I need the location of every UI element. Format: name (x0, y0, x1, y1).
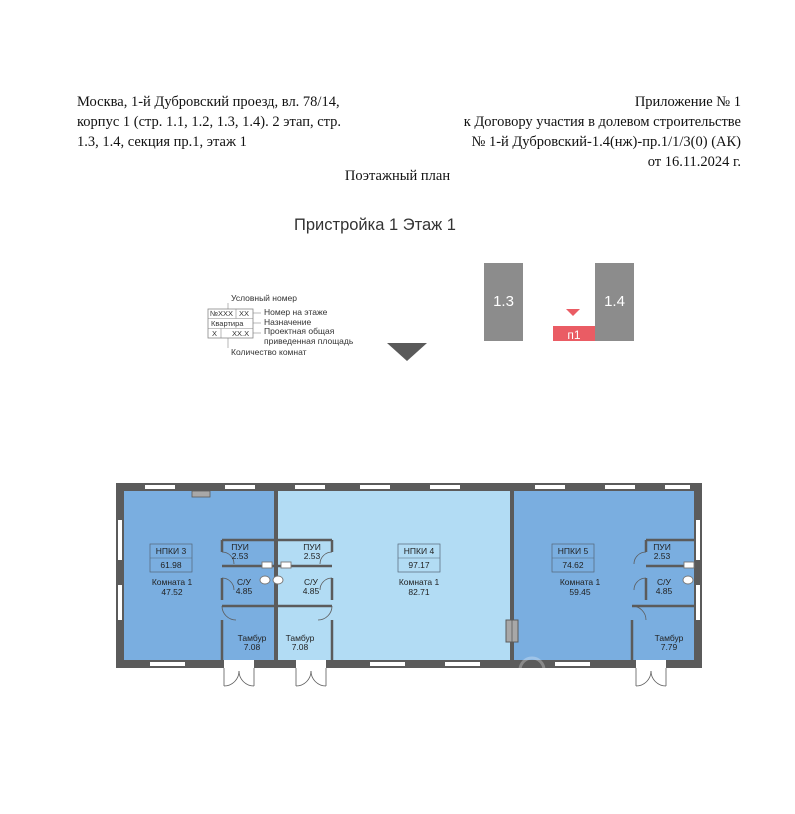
vent-icon (192, 491, 210, 497)
annex-line: от 16.11.2024 г. (647, 154, 741, 170)
key-plan (484, 263, 634, 342)
legend-box-floor: XX (239, 309, 250, 318)
sink-icon (684, 562, 694, 568)
toilet-icon (683, 576, 693, 584)
vestibule-area: 7.79 (660, 642, 678, 652)
toilet-icon (273, 576, 283, 584)
keyplan-section-label: п1 (567, 328, 581, 342)
toilet-icon (260, 576, 270, 584)
vestibule-label: Тамбур (237, 633, 267, 643)
unit-id: НПКИ 3 (155, 546, 187, 556)
pui-area: 2.53 (303, 551, 321, 561)
legend-conditional-number: Условный номер (231, 293, 298, 303)
legend-rooms-count: Количество комнат (231, 347, 307, 357)
room-area: 47.52 (161, 587, 183, 597)
address-line: 1.3, 1.4, секция пр.1, этаж 1 (77, 134, 247, 150)
window-left (118, 585, 122, 620)
annex-line: к Договору участия в долевом строительстве (463, 114, 741, 130)
legend-box-area: XX.X (232, 329, 250, 338)
unit-id: НПКИ 4 (403, 546, 435, 556)
vestibule-label: Тамбур (654, 633, 684, 643)
unit-id: НПКИ 5 (557, 546, 589, 556)
floor-plan (116, 483, 702, 721)
watermark-text: ЦИАН (552, 688, 639, 721)
pui-label: ПУИ (653, 542, 671, 552)
legend (208, 293, 354, 357)
pui-label: ПУИ (303, 542, 321, 552)
legend-box-number: №XXX (210, 309, 234, 318)
entrance-opening (296, 660, 326, 668)
vestibule-area: 7.08 (243, 642, 261, 652)
pui-area: 2.53 (653, 551, 671, 561)
wc-area: 4.85 (655, 586, 673, 596)
room-area: 59.45 (569, 587, 591, 597)
plan-caption: Поэтажный план (344, 168, 451, 184)
unit-total-area: 61.98 (160, 560, 182, 570)
sink-icon (262, 562, 272, 568)
vestibule-label: Тамбур (285, 633, 315, 643)
keyplan-marker-icon (566, 309, 580, 316)
keyplan-building-label: 1.4 (604, 293, 625, 310)
unit-total-area: 74.62 (562, 560, 584, 570)
legend-floor-number: Номер на этаже (264, 307, 328, 317)
keyplan-building-label: 1.3 (493, 293, 514, 310)
room-label: Комната 1 (151, 577, 193, 587)
wc-area: 4.85 (302, 586, 320, 596)
legend-area-1: Проектная общая (264, 326, 335, 336)
legend-purpose: Назначение (264, 317, 312, 327)
pui-area: 2.53 (231, 551, 249, 561)
window-right (696, 520, 700, 560)
address-line: Москва, 1-й Дубровский проезд, вл. 78/14, (77, 94, 340, 110)
window-left (118, 520, 122, 560)
sink-icon (281, 562, 291, 568)
section-title: Пристройка 1 Этаж 1 (294, 216, 456, 234)
address-line: корпус 1 (стр. 1.1, 1.2, 1.3, 1.4). 2 этап, стр. (77, 114, 342, 130)
unit-total-area: 97.17 (408, 560, 430, 570)
pui-label: ПУИ (231, 542, 249, 552)
wc-label: С/У (657, 577, 671, 587)
legend-box-purpose: Квартира (211, 319, 244, 328)
direction-arrow-icon (387, 343, 427, 361)
vestibule-area: 7.08 (291, 642, 309, 652)
entrance-doors (224, 668, 666, 686)
wc-label: С/У (237, 577, 251, 587)
entrance-opening (224, 660, 254, 668)
wc-label: С/У (304, 577, 318, 587)
legend-box-rooms: X (212, 329, 218, 338)
annex-line: № 1-й Дубровский-1.4(нж)-пр.1/1/3(0) (АК) (471, 134, 741, 150)
entrance-opening (636, 660, 666, 668)
room-area: 82.71 (408, 587, 430, 597)
annex-line: Приложение № 1 (634, 94, 741, 110)
wc-area: 4.85 (235, 586, 253, 596)
window-right (696, 585, 700, 620)
room-label: Комната 1 (559, 577, 601, 587)
legend-area-2: приведенная площадь (264, 336, 354, 346)
room-label: Комната 1 (398, 577, 440, 587)
